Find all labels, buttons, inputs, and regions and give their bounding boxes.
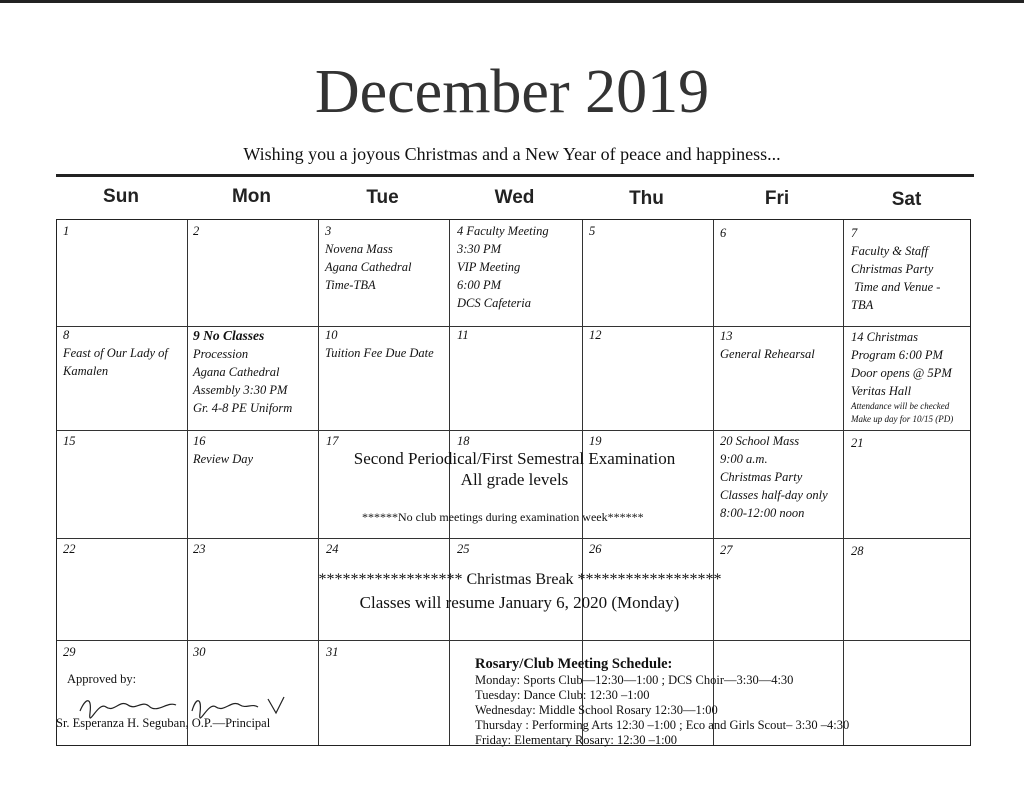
- grid-row-divider: [57, 538, 970, 539]
- day-cell-16: 16 Review Day: [193, 434, 254, 466]
- day-cell-1: 1: [63, 224, 70, 238]
- day-header-tue: Tue: [366, 187, 399, 208]
- day-cell-27: 27: [720, 543, 733, 557]
- day-header-sat: Sat: [891, 189, 922, 210]
- header-rule: [56, 174, 974, 177]
- day-cell-2: 2: [193, 224, 200, 238]
- day-cell-20: 20 School Mass 9:00 a.m. Christmas Party Classes half-day only 8:00-12:00 noon: [720, 434, 828, 520]
- schedule-line-friday: Friday: Elementary Rosary: 12:30 –1:00: [475, 733, 678, 747]
- approved-by-label: Approved by:: [67, 672, 137, 686]
- day-cell-24: 24: [326, 542, 339, 556]
- schedule-line-monday: Monday: Sports Club—12:30—1:00 ; DCS Choir—3:30—4:30: [475, 673, 794, 687]
- day-cell-11: 11: [457, 328, 469, 342]
- day-cell-6: 6: [720, 226, 727, 240]
- schedule-line-wednesday: Wednesday: Middle School Rosary 12:30—1:00: [475, 703, 718, 717]
- day-cell-7: 7 Faculty & Staff Christmas Party Time and Venue - TBA: [851, 226, 941, 312]
- day-cell-18: 18: [457, 434, 470, 448]
- schedule-line-tuesday: Tuesday: Dance Club: 12:30 –1:00: [475, 688, 650, 702]
- day-header-thu: Thu: [629, 188, 664, 209]
- day-cell-4: 4 Faculty Meeting 3:30 PM VIP Meeting 6:00 PM DCS Cafeteria: [457, 224, 549, 310]
- exam-title: Second Periodical/First Semestral Examination: [353, 449, 676, 468]
- day-cell-22: 22: [63, 542, 76, 556]
- day-cell-25: 25: [457, 542, 470, 556]
- day-cell-17: 17: [326, 434, 339, 448]
- principal-name: Sr. Esperanza H. Seguban, O.P.—Principal: [56, 716, 271, 730]
- day-cell-30: 30: [193, 645, 206, 659]
- day-cell-15: 15: [63, 434, 76, 448]
- christmas-break-banner: ****************** Christmas Break ******************: [318, 571, 722, 588]
- page-subtitle: Wishing you a joyous Christmas and a New Year of peace and happiness...: [243, 144, 781, 164]
- day-cell-8: 8 Feast of Our Lady of Kamalen: [63, 328, 168, 378]
- day-cell-28: 28: [851, 544, 864, 558]
- day-cell-5: 5: [589, 224, 596, 238]
- classes-resume-line: Classes will resume January 6, 2020 (Monday): [359, 593, 680, 612]
- top-border: [0, 0, 1024, 3]
- schedule-title: Rosary/Club Meeting Schedule:: [475, 656, 673, 672]
- exam-grade-levels: All grade levels: [460, 470, 569, 489]
- day-cell-9: 9 No Classes Procession Agana Cathedral Assembly 3:30 PM Gr. 4-8 PE Uniform: [193, 328, 293, 415]
- day-cell-3: 3 Novena Mass Agana Cathedral Time-TBA: [325, 224, 412, 292]
- day-cell-31: 31: [326, 645, 339, 659]
- day-cell-26: 26: [589, 542, 602, 556]
- day-cell-14: 14 Christmas Program 6:00 PM Door opens @ 5PM Veritas Hall Attendance will be checked Make up day for 10/15 (PD): [851, 330, 954, 424]
- day-header-fri: Fri: [764, 188, 790, 209]
- grid-row-divider: [57, 430, 970, 431]
- day-cell-12: 12: [589, 328, 602, 342]
- page-title: December 2019: [314, 58, 710, 126]
- schedule-line-thursday: Thursday : Performing Arts 12:30 –1:00 ; Eco and Girls Scout– 3:30 –4:30: [475, 718, 850, 732]
- day-cell-21: 21: [851, 436, 864, 450]
- day-cell-19: 19: [589, 434, 602, 448]
- day-cell-13: 13 General Rehearsal: [720, 329, 815, 361]
- rosary-club-schedule: [475, 655, 849, 748]
- day-cell-29: 29: [63, 645, 76, 659]
- day-header-mon: Mon: [231, 186, 272, 207]
- grid-col-divider: [187, 220, 188, 745]
- day-cell-23: 23: [193, 542, 206, 556]
- grid-row-divider: [57, 640, 970, 641]
- day-header-wed: Wed: [494, 187, 535, 208]
- exam-note: ******No club meetings during examination week******: [362, 510, 644, 524]
- day-header-sun: Sun: [103, 186, 139, 207]
- day-cell-10: 10 Tuition Fee Due Date: [325, 328, 434, 360]
